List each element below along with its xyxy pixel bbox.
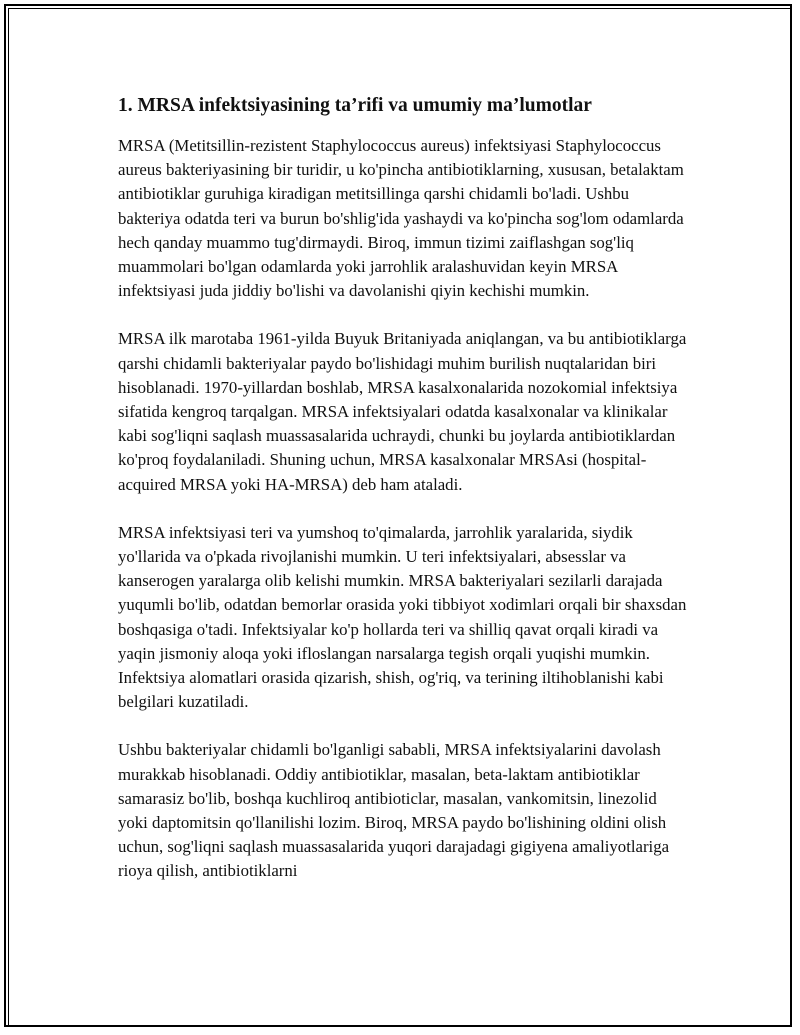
section-heading: 1. MRSA infektsiyasining ta’rifi va umumiy ma’lumotlar: [118, 95, 592, 116]
paragraph-4: Ushbu bakteriyalar chidamli bo'lganligi sababli, MRSA infektsiyalarini davolash murakkab hisoblanadi. Oddiy antibiotiklar, masalan, beta-laktam antibiotiklar samarasiz bo'lib, boshqa kuchliroq antibioticlar, masalan, vankomitsin, linezolid yoki daptomitsin qo'llanilishi lozim. Biroq, MRSA paydo bo'lishining oldini olish uchun, sog'liqni saqlash muassasalarida yuqori darajadagi gigiyena amaliyotlariga rioya qilish, antibiotiklarni: [118, 740, 670, 881]
paragraph-1: MRSA (Metitsillin-rezistent Staphylococcus aureus) infektsiyasi Staphylococcus aureus bakteriyasining bir turidir, u ko'pincha antibiotiklarning, xususan, betalaktam antibiotiklar guruhiga kiradigan metitsillinga qarshi chidamli bo'ladi. Ushbu bakteriya odatda teri va burun bo'shlig'ida yashaydi va ko'pincha sog'lom odamlarda hech qanday muammo tug'dirmaydi. Biroq, immun tizimi zaiflashgan sog'liq muammolari bo'lgan odamlarda yoki jarrohlik aralashuvidan keyin MRSA infektsiyasi juda jiddiy bo'lishi va davolanishi qiyin kechishi mumkin.: [118, 136, 684, 301]
paragraph-3: MRSA infektsiyasi teri va yumshoq to'qimalarda, jarrohlik yaralarida, siydik yo'llarida va o'pkada rivojlanishi mumkin. U teri infektsiyalari, absesslar va kanserogen yaralarga olib kelishi mumkin. MRSA bakteriyalari sezilarli darajada yuqumli bo'lib, odatdan bemorlar orasida yoki tibbiyot xodimlari orqali bir shaxsdan boshqasiga o'tadi. Infektsiyalar ko'p hollarda teri va shilliq qavat orqali kiradi va yaqin jismoniy aloqa yoki ifloslangan narsalarga tegish orqali yuqishi mumkin. Infektsiya alomatlari orasida qizarish, shish, og'riq, va terining iltihoblanishi kabi belgilari kuzatiladi.: [118, 522, 687, 712]
paragraph-2: MRSA ilk marotaba 1961-yilda Buyuk Britaniyada aniqlangan, va bu antibiotiklarga qarshi chidamli bakteriyalar paydo bo'lishidagi muhim burilish nuqtalaridan biri hisoblanadi. 1970-yillardan boshlab, MRSA kasalxonalarida nozokomial infektsiya sifatida kengroq tarqalgan. MRSA infektsiyalari odatda kasalxonalar va klinikalar kabi sog'liqni saqlash muassasalarida uchraydi, chunki bu joylarda antibiotiklardan ko'proq foydalaniladi. Shuning uchun, MRSA kasalxonalar MRSAsi (hospital-acquired MRSA yoki HA-MRSA) deb ham ataladi.: [118, 329, 687, 494]
document-body: [118, 92, 688, 908]
